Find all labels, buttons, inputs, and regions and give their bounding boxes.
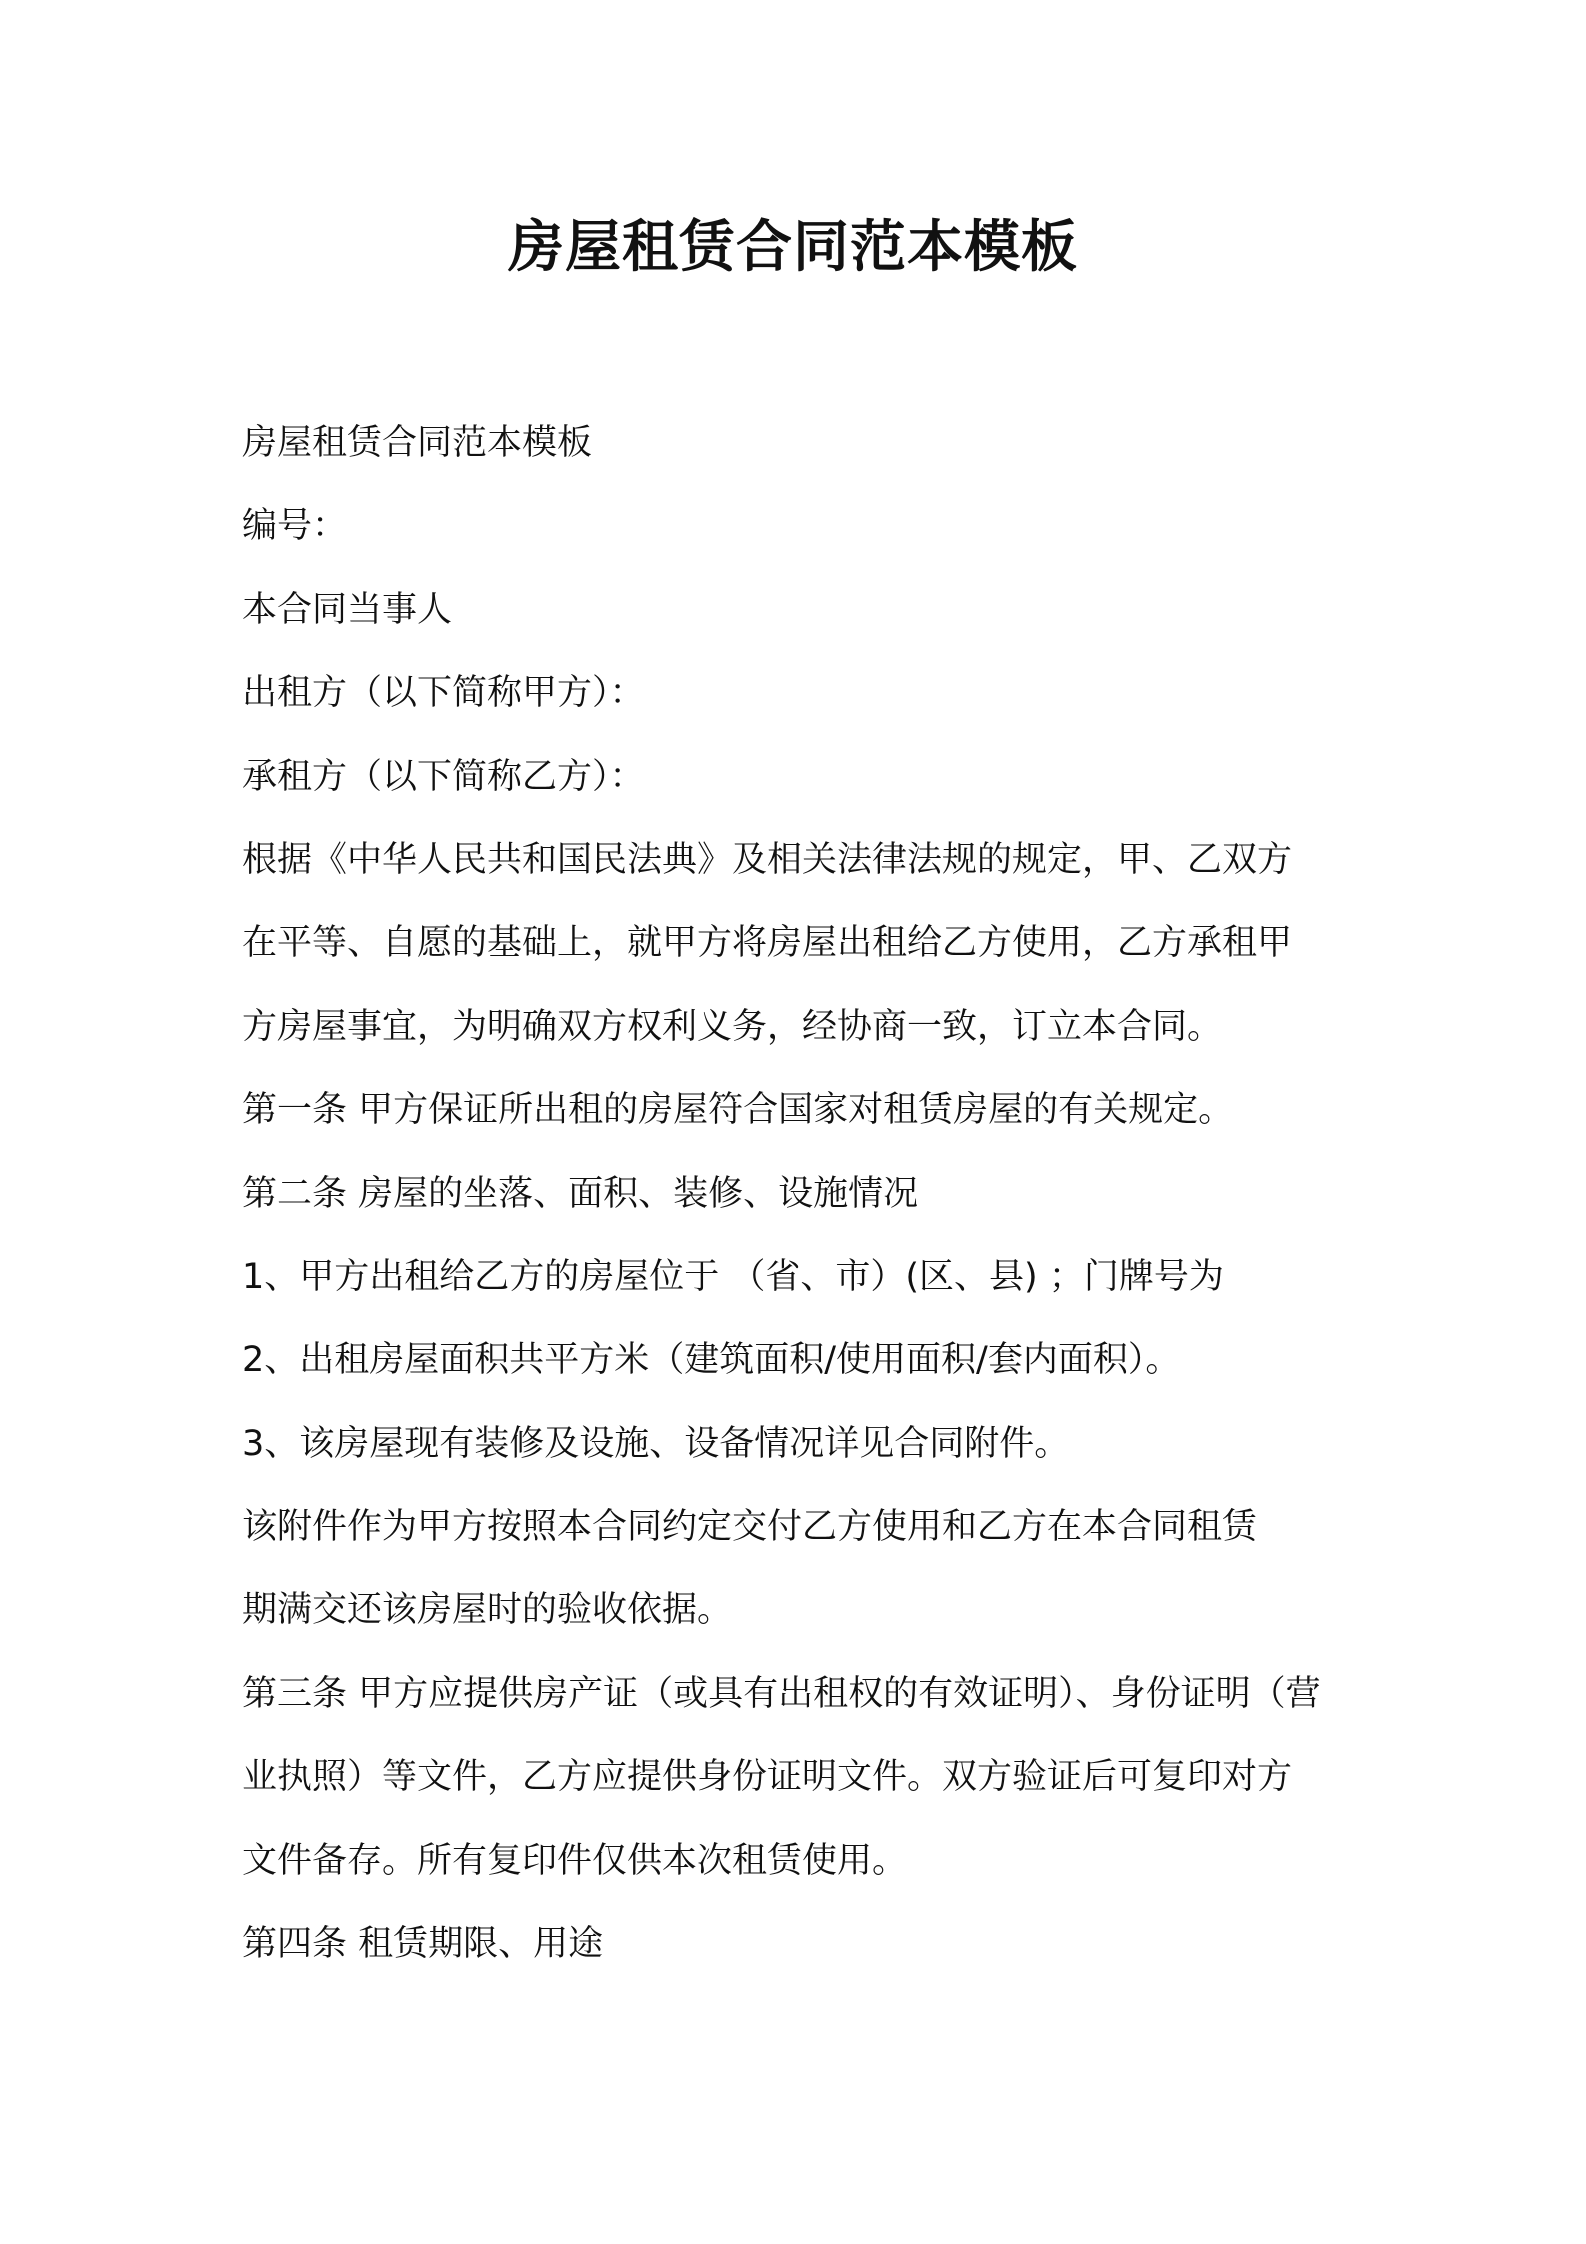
lessor-line: 出租方（以下简称甲方）： xyxy=(242,673,645,714)
preamble-line-1: 根据《中华人民共和国民法典》及相关法律法规的规定，甲、乙双方 xyxy=(242,839,1293,880)
parties-heading: 本合同当事人 xyxy=(242,589,453,630)
article-2-heading: 第二条 房屋的坐落、面积、装修、设施情况 xyxy=(242,1173,919,1214)
lessee-line: 承租方（以下简称乙方）： xyxy=(242,756,645,797)
article-4-heading: 第四条 租赁期限、用途 xyxy=(242,1924,604,1965)
contract-number-line: 编号： xyxy=(242,506,348,547)
article-3-line-3: 文件备存。所有复印件仅供本次租赁使用。 xyxy=(242,1840,908,1881)
document-body xyxy=(242,402,1354,1986)
article-3-line-2: 业执照）等文件，乙方应提供身份证明文件。双方验证后可复印对方 xyxy=(242,1757,1293,1798)
subtitle-line: 房屋租赁合同范本模板 xyxy=(242,423,593,463)
article-2-item-1: 1、甲方出租给乙方的房屋位于 （省、市）(区、县) ；门牌号为 xyxy=(242,1256,1224,1297)
article-2-item-3: 3、该房屋现有装修及设施、设备情况详见合同附件。 xyxy=(242,1423,1070,1464)
annex-note-line-2: 期满交还该房屋时的验收依据。 xyxy=(242,1590,733,1631)
annex-note-line-1: 该附件作为甲方按照本合同约定交付乙方使用和乙方在本合同租赁 xyxy=(242,1507,1258,1548)
preamble-line-3: 方房屋事宜，为明确双方权利义务，经协商一致，订立本合同。 xyxy=(242,1006,1223,1047)
article-3-line-1: 第三条 甲方应提供房产证（或具有出租权的有效证明）、身份证明（营 xyxy=(242,1673,1321,1714)
article-2-item-2: 2、出租房屋面积共平方米（建筑面积/使用面积/套内面积）。 xyxy=(242,1340,1181,1381)
preamble-line-2: 在平等、自愿的基础上，就甲方将房屋出租给乙方使用，乙方承租甲 xyxy=(242,923,1293,964)
article-1: 第一条 甲方保证所出租的房屋符合国家对租赁房屋的有关规定。 xyxy=(242,1090,1234,1131)
document-title: 房屋租赁合同范本模板 xyxy=(508,215,1078,280)
